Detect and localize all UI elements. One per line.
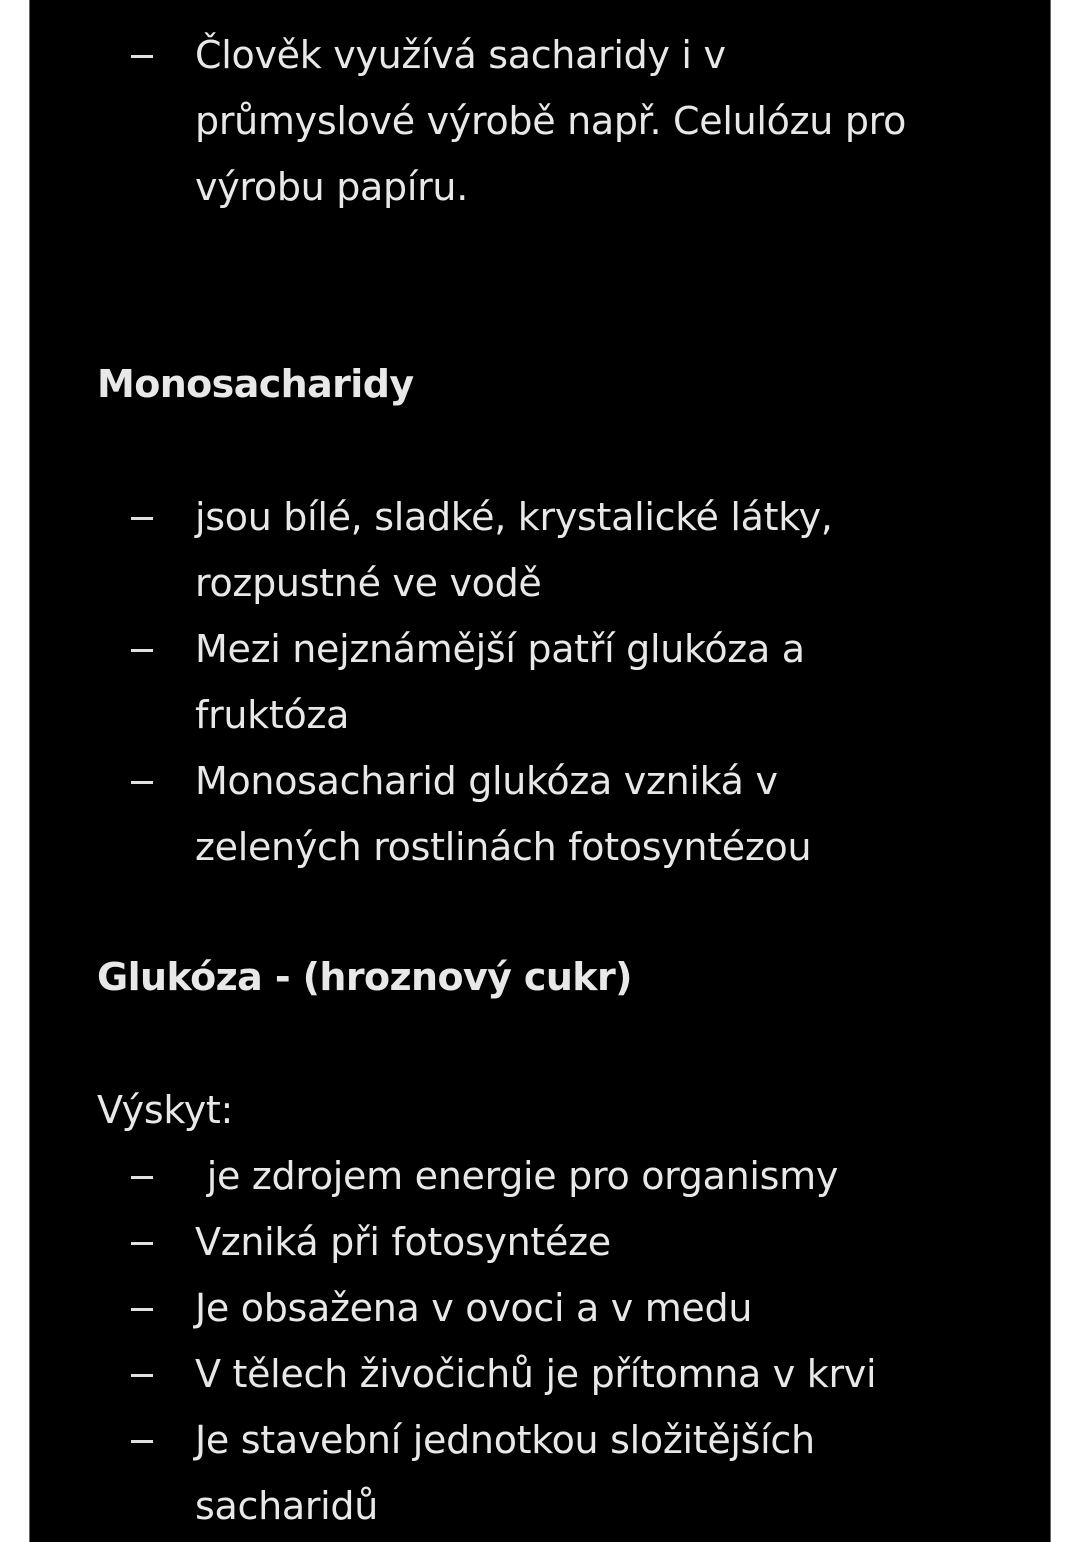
list-dash-icon — [131, 1308, 153, 1311]
list-dash-icon — [131, 1440, 153, 1443]
section-heading-monosacharidy: Monosacharidy — [97, 362, 414, 406]
list-item-text: rozpustné ve vodě — [195, 561, 542, 605]
list-item-text: Monosacharid glukóza vzniká v — [195, 759, 778, 803]
list-item-text: fruktóza — [195, 693, 350, 737]
document-page — [29, 0, 1051, 1542]
list-item-text: Mezi nejznámější patří glukóza a — [195, 627, 805, 671]
list-dash-icon — [131, 781, 153, 784]
list-item-text: Je obsažena v ovoci a v medu — [195, 1286, 753, 1330]
list-dash-icon — [131, 649, 153, 652]
list-item-text: jsou bílé, sladké, krystalické látky, — [195, 495, 833, 539]
list-item-text: je zdrojem energie pro organismy — [195, 1154, 839, 1198]
list-item-text: Vzniká při fotosyntéze — [195, 1220, 611, 1264]
list-dash-icon — [131, 517, 153, 520]
list-dash-icon — [131, 1242, 153, 1245]
list-item-text: sacharidů — [195, 1484, 379, 1528]
list-item-text: V tělech živočichů je přítomna v krvi — [195, 1352, 877, 1396]
subheading-vyskyt: Výskyt: — [97, 1088, 234, 1132]
list-dash-icon — [131, 1374, 153, 1377]
list-item-text: Je stavební jednotkou složitějších — [195, 1418, 815, 1462]
list-item-text: výrobu papíru. — [195, 165, 468, 209]
list-item-text: zelených rostlinách fotosyntézou — [195, 825, 812, 869]
list-item-text: Člověk využívá sacharidy i v — [195, 33, 726, 77]
list-dash-icon — [131, 55, 153, 58]
list-dash-icon — [131, 1176, 153, 1179]
list-item-text: průmyslové výrobě např. Celulózu pro — [195, 99, 907, 143]
section-heading-glukoza: Glukóza - (hroznový cukr) — [97, 955, 632, 999]
